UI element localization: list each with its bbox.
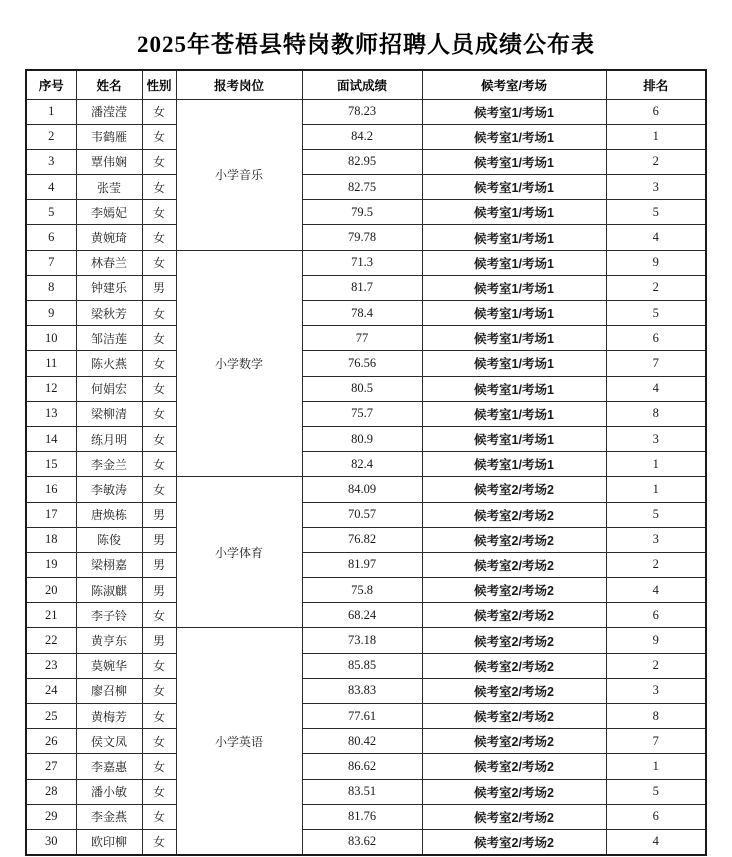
row-number-cell: 11 — [26, 351, 76, 376]
table-row — [26, 653, 706, 678]
name-cell: 廖召柳 — [76, 678, 142, 703]
name-cell: 何娟宏 — [76, 376, 142, 401]
room-cell: 候考室1/考场1 — [422, 149, 606, 174]
name-cell: 韦鹤雁 — [76, 124, 142, 149]
score-cell: 75.8 — [302, 578, 422, 603]
gender-cell: 女 — [142, 200, 176, 225]
room-cell: 候考室2/考场2 — [422, 552, 606, 577]
gender-cell: 女 — [142, 376, 176, 401]
column-header-score: 面试成绩 — [302, 70, 422, 99]
table-row — [26, 275, 706, 300]
row-number-cell: 2 — [26, 124, 76, 149]
row-number-cell: 16 — [26, 477, 76, 502]
row-number-cell: 8 — [26, 275, 76, 300]
score-cell: 77 — [302, 326, 422, 351]
gender-cell: 女 — [142, 653, 176, 678]
row-number-cell: 30 — [26, 829, 76, 854]
table-row — [26, 326, 706, 351]
name-cell: 潘小敏 — [76, 779, 142, 804]
name-cell: 练月明 — [76, 426, 142, 451]
row-number-cell: 22 — [26, 628, 76, 653]
room-cell: 候考室2/考场2 — [422, 704, 606, 729]
gender-cell: 女 — [142, 678, 176, 703]
gender-cell: 女 — [142, 426, 176, 451]
gender-cell: 女 — [142, 804, 176, 829]
score-cell: 68.24 — [302, 603, 422, 628]
score-cell: 79.78 — [302, 225, 422, 250]
column-header-name: 姓名 — [76, 70, 142, 99]
gender-cell: 女 — [142, 301, 176, 326]
table-row — [26, 99, 706, 124]
row-number-cell: 28 — [26, 779, 76, 804]
gender-cell: 女 — [142, 175, 176, 200]
score-cell: 82.75 — [302, 175, 422, 200]
row-number-cell: 3 — [26, 149, 76, 174]
rank-cell: 3 — [606, 678, 706, 703]
rank-cell: 3 — [606, 527, 706, 552]
name-cell: 覃伟娴 — [76, 149, 142, 174]
page-title: 2025年苍梧县特岗教师招聘人员成绩公布表 — [137, 32, 595, 57]
row-number-cell: 1 — [26, 99, 76, 124]
name-cell: 陈俊 — [76, 527, 142, 552]
name-cell: 李嫣妃 — [76, 200, 142, 225]
name-cell: 欧印柳 — [76, 829, 142, 854]
table-row — [26, 527, 706, 552]
room-cell: 候考室1/考场1 — [422, 250, 606, 275]
table-header — [26, 70, 706, 99]
gender-cell: 女 — [142, 351, 176, 376]
score-cell: 78.23 — [302, 99, 422, 124]
row-number-cell: 10 — [26, 326, 76, 351]
rank-cell: 1 — [606, 754, 706, 779]
table-row — [26, 149, 706, 174]
score-cell: 76.82 — [302, 527, 422, 552]
rank-cell: 8 — [606, 401, 706, 426]
room-cell: 候考室2/考场2 — [422, 628, 606, 653]
score-cell: 83.62 — [302, 829, 422, 854]
rank-cell: 5 — [606, 502, 706, 527]
table-row — [26, 603, 706, 628]
rank-cell: 4 — [606, 578, 706, 603]
rank-cell: 2 — [606, 275, 706, 300]
rank-cell: 9 — [606, 250, 706, 275]
row-number-cell: 21 — [26, 603, 76, 628]
score-cell: 84.2 — [302, 124, 422, 149]
room-cell: 候考室1/考场1 — [422, 175, 606, 200]
row-number-cell: 17 — [26, 502, 76, 527]
position-cell: 小学数学 — [176, 250, 302, 477]
score-cell: 85.85 — [302, 653, 422, 678]
row-number-cell: 18 — [26, 527, 76, 552]
position-cell: 小学音乐 — [176, 99, 302, 250]
room-cell: 候考室1/考场1 — [422, 275, 606, 300]
row-number-cell: 14 — [26, 426, 76, 451]
table-row — [26, 452, 706, 477]
row-number-cell: 15 — [26, 452, 76, 477]
score-cell: 86.62 — [302, 754, 422, 779]
name-cell: 潘滢滢 — [76, 99, 142, 124]
rank-cell: 6 — [606, 326, 706, 351]
table-row — [26, 175, 706, 200]
rank-cell: 4 — [606, 829, 706, 854]
gender-cell: 女 — [142, 401, 176, 426]
gender-cell: 女 — [142, 603, 176, 628]
gender-cell: 男 — [142, 552, 176, 577]
table-row — [26, 376, 706, 401]
rank-cell: 1 — [606, 124, 706, 149]
row-number-cell: 29 — [26, 804, 76, 829]
name-cell: 陈淑麒 — [76, 578, 142, 603]
rank-cell: 4 — [606, 376, 706, 401]
gender-cell: 女 — [142, 704, 176, 729]
score-cell: 82.95 — [302, 149, 422, 174]
score-cell: 82.4 — [302, 452, 422, 477]
name-cell: 邹洁莲 — [76, 326, 142, 351]
score-cell: 83.83 — [302, 678, 422, 703]
row-number-cell: 24 — [26, 678, 76, 703]
table-row — [26, 779, 706, 804]
gender-cell: 男 — [142, 578, 176, 603]
table-row — [26, 225, 706, 250]
table-row — [26, 729, 706, 754]
gender-cell: 女 — [142, 225, 176, 250]
room-cell: 候考室1/考场1 — [422, 452, 606, 477]
gender-cell: 女 — [142, 326, 176, 351]
rank-cell: 4 — [606, 225, 706, 250]
gender-cell: 女 — [142, 99, 176, 124]
rank-cell: 6 — [606, 804, 706, 829]
score-cell: 80.5 — [302, 376, 422, 401]
rank-cell: 6 — [606, 603, 706, 628]
column-header-gender: 性别 — [142, 70, 176, 99]
table-row — [26, 628, 706, 653]
rank-cell: 5 — [606, 301, 706, 326]
gender-cell: 男 — [142, 527, 176, 552]
room-cell: 候考室1/考场1 — [422, 376, 606, 401]
score-cell: 78.4 — [302, 301, 422, 326]
name-cell: 李敏涛 — [76, 477, 142, 502]
table-row — [26, 804, 706, 829]
room-cell: 候考室1/考场1 — [422, 124, 606, 149]
rank-cell: 5 — [606, 200, 706, 225]
score-cell: 81.76 — [302, 804, 422, 829]
row-number-cell: 25 — [26, 704, 76, 729]
gender-cell: 女 — [142, 729, 176, 754]
room-cell: 候考室1/考场1 — [422, 426, 606, 451]
gender-cell: 男 — [142, 628, 176, 653]
score-cell: 75.7 — [302, 401, 422, 426]
rank-cell: 3 — [606, 175, 706, 200]
table-row — [26, 678, 706, 703]
score-cell: 79.5 — [302, 200, 422, 225]
room-cell: 候考室2/考场2 — [422, 754, 606, 779]
rank-cell: 8 — [606, 704, 706, 729]
header-row — [26, 70, 706, 99]
score-cell: 80.9 — [302, 426, 422, 451]
column-header-no: 序号 — [26, 70, 76, 99]
position-cell: 小学体育 — [176, 477, 302, 628]
name-cell: 陈火燕 — [76, 351, 142, 376]
name-cell: 钟建乐 — [76, 275, 142, 300]
room-cell: 候考室1/考场1 — [422, 200, 606, 225]
score-cell: 70.57 — [302, 502, 422, 527]
rank-cell: 6 — [606, 99, 706, 124]
name-cell: 黄梅芳 — [76, 704, 142, 729]
rank-cell: 3 — [606, 426, 706, 451]
room-cell: 候考室2/考场2 — [422, 527, 606, 552]
gender-cell: 女 — [142, 754, 176, 779]
gender-cell: 女 — [142, 250, 176, 275]
name-cell: 莫婉华 — [76, 653, 142, 678]
table-row — [26, 250, 706, 275]
column-header-rank: 排名 — [606, 70, 706, 99]
column-header-position: 报考岗位 — [176, 70, 302, 99]
room-cell: 候考室2/考场2 — [422, 729, 606, 754]
gender-cell: 女 — [142, 452, 176, 477]
table-row — [26, 426, 706, 451]
room-cell: 候考室1/考场1 — [422, 301, 606, 326]
gender-cell: 女 — [142, 829, 176, 854]
gender-cell: 女 — [142, 149, 176, 174]
rank-cell: 5 — [606, 779, 706, 804]
row-number-cell: 26 — [26, 729, 76, 754]
score-cell: 77.61 — [302, 704, 422, 729]
row-number-cell: 5 — [26, 200, 76, 225]
score-cell: 71.3 — [302, 250, 422, 275]
row-number-cell: 13 — [26, 401, 76, 426]
gender-cell: 女 — [142, 779, 176, 804]
table-row — [26, 301, 706, 326]
score-cell: 81.7 — [302, 275, 422, 300]
row-number-cell: 23 — [26, 653, 76, 678]
score-cell: 81.97 — [302, 552, 422, 577]
gender-cell: 女 — [142, 124, 176, 149]
table-row — [26, 351, 706, 376]
room-cell: 候考室2/考场2 — [422, 653, 606, 678]
row-number-cell: 6 — [26, 225, 76, 250]
gender-cell: 男 — [142, 502, 176, 527]
gender-cell: 女 — [142, 477, 176, 502]
score-table — [25, 69, 707, 856]
table-row — [26, 477, 706, 502]
row-number-cell: 27 — [26, 754, 76, 779]
rank-cell: 7 — [606, 729, 706, 754]
row-number-cell: 12 — [26, 376, 76, 401]
row-number-cell: 9 — [26, 301, 76, 326]
name-cell: 梁栩嘉 — [76, 552, 142, 577]
room-cell: 候考室2/考场2 — [422, 829, 606, 854]
name-cell: 李嘉惠 — [76, 754, 142, 779]
gender-cell: 男 — [142, 275, 176, 300]
rank-cell: 1 — [606, 452, 706, 477]
score-cell: 84.09 — [302, 477, 422, 502]
table-row — [26, 502, 706, 527]
room-cell: 候考室2/考场2 — [422, 678, 606, 703]
name-cell: 张莹 — [76, 175, 142, 200]
name-cell: 梁秋芳 — [76, 301, 142, 326]
score-cell: 76.56 — [302, 351, 422, 376]
rank-cell: 7 — [606, 351, 706, 376]
room-cell: 候考室1/考场1 — [422, 99, 606, 124]
room-cell: 候考室2/考场2 — [422, 779, 606, 804]
name-cell: 侯文凤 — [76, 729, 142, 754]
table-row — [26, 200, 706, 225]
rank-cell: 2 — [606, 552, 706, 577]
table-row — [26, 754, 706, 779]
rank-cell: 9 — [606, 628, 706, 653]
name-cell: 黄婉琦 — [76, 225, 142, 250]
row-number-cell: 20 — [26, 578, 76, 603]
room-cell: 候考室2/考场2 — [422, 804, 606, 829]
table-row — [26, 552, 706, 577]
name-cell: 李金燕 — [76, 804, 142, 829]
table-body — [26, 99, 706, 855]
row-number-cell: 19 — [26, 552, 76, 577]
room-cell: 候考室1/考场1 — [422, 326, 606, 351]
column-header-room: 候考室/考场 — [422, 70, 606, 99]
room-cell: 候考室2/考场2 — [422, 578, 606, 603]
row-number-cell: 7 — [26, 250, 76, 275]
name-cell: 李金兰 — [76, 452, 142, 477]
table-row — [26, 578, 706, 603]
score-cell: 83.51 — [302, 779, 422, 804]
table-row — [26, 704, 706, 729]
name-cell: 唐焕栋 — [76, 502, 142, 527]
name-cell: 黄亨东 — [76, 628, 142, 653]
rank-cell: 2 — [606, 653, 706, 678]
row-number-cell: 4 — [26, 175, 76, 200]
table-row — [26, 829, 706, 854]
table-row — [26, 124, 706, 149]
table-row — [26, 401, 706, 426]
rank-cell: 2 — [606, 149, 706, 174]
name-cell: 林春兰 — [76, 250, 142, 275]
score-cell: 73.18 — [302, 628, 422, 653]
room-cell: 候考室1/考场1 — [422, 351, 606, 376]
rank-cell: 1 — [606, 477, 706, 502]
room-cell: 候考室1/考场1 — [422, 401, 606, 426]
room-cell: 候考室2/考场2 — [422, 477, 606, 502]
name-cell: 李子铃 — [76, 603, 142, 628]
room-cell: 候考室2/考场2 — [422, 502, 606, 527]
room-cell: 候考室2/考场2 — [422, 603, 606, 628]
position-cell: 小学英语 — [176, 628, 302, 855]
score-cell: 80.42 — [302, 729, 422, 754]
room-cell: 候考室1/考场1 — [422, 225, 606, 250]
name-cell: 梁柳清 — [76, 401, 142, 426]
